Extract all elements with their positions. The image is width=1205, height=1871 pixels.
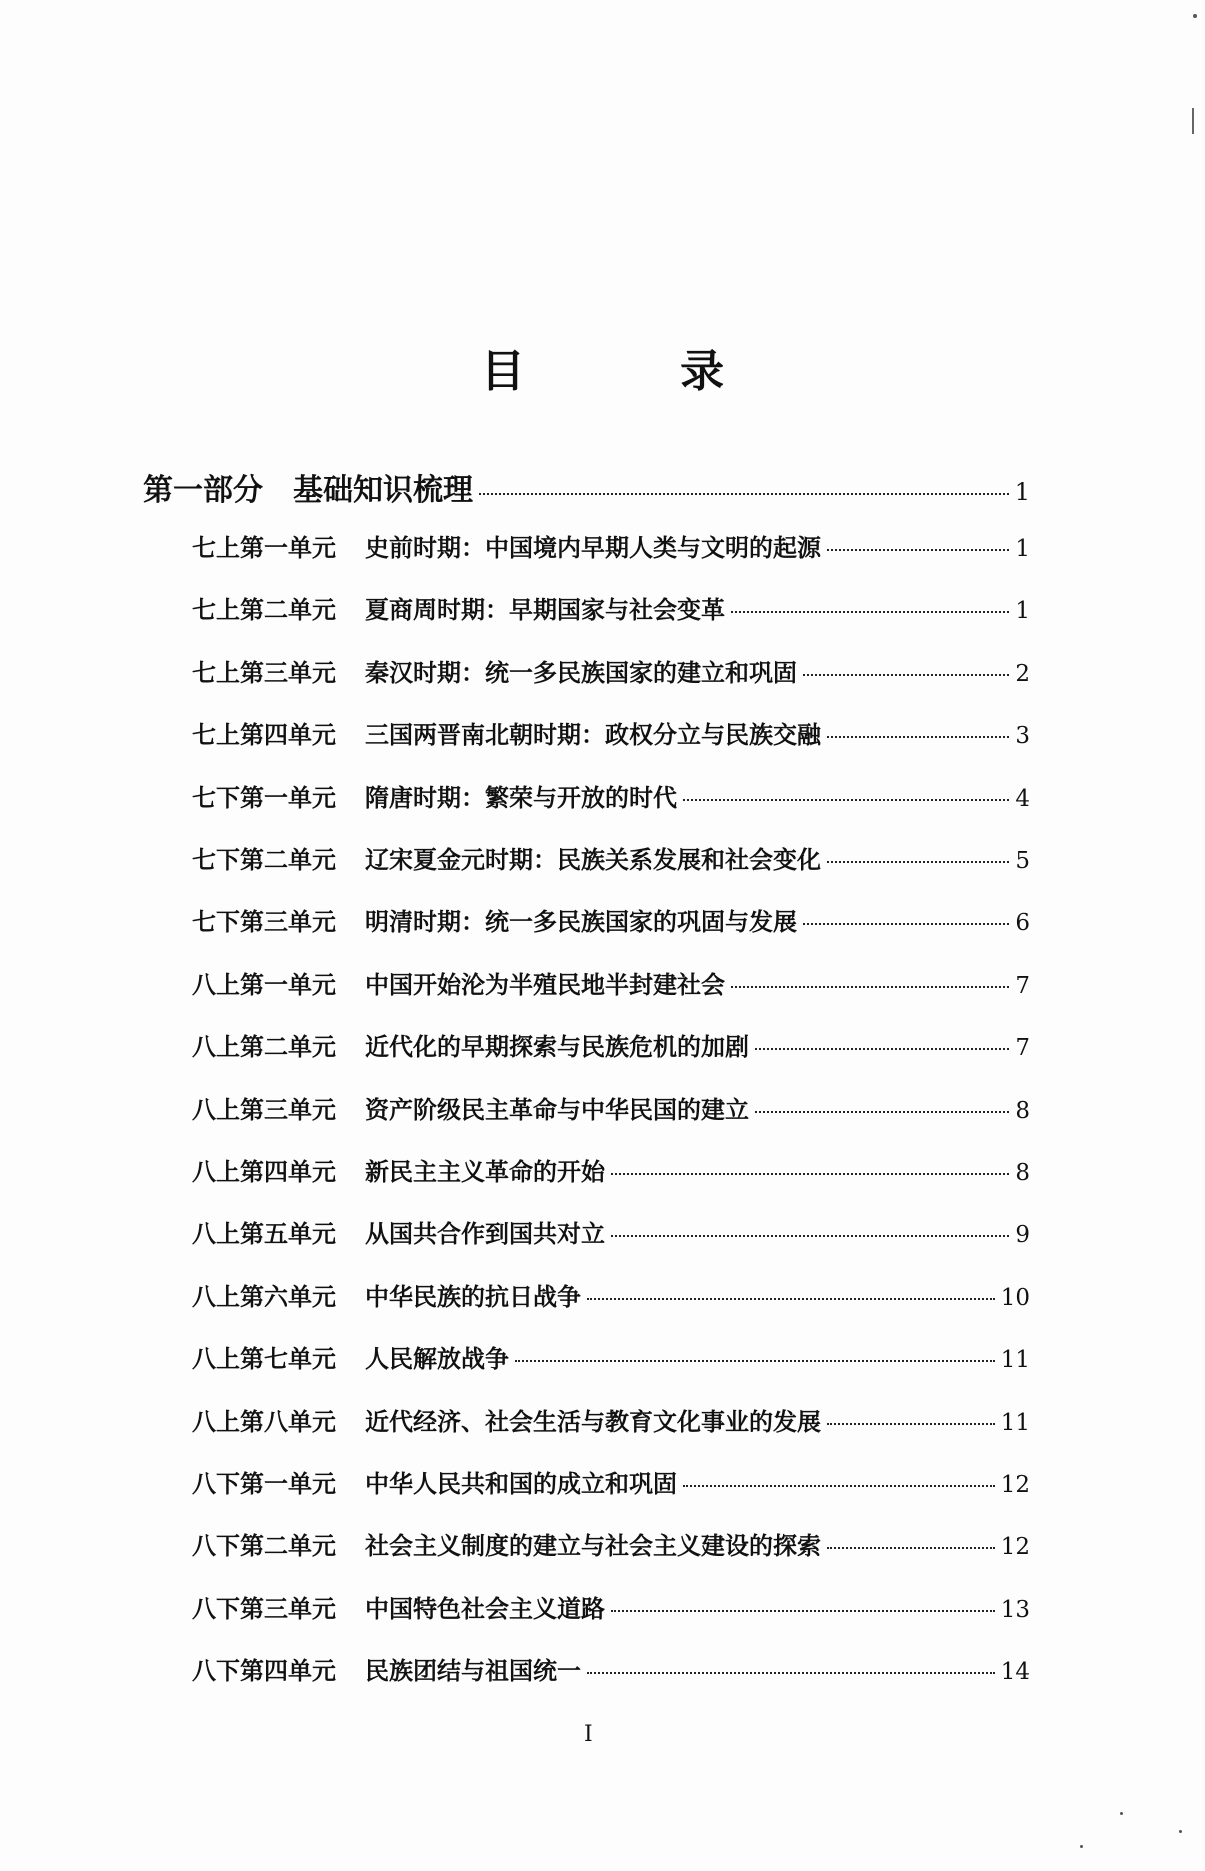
unit-label: 八上第四单元	[192, 1157, 336, 1186]
unit-label: 八上第八单元	[192, 1406, 336, 1436]
toc-entry[interactable]	[192, 590, 1030, 630]
page-number: 1	[1015, 598, 1030, 625]
unit-label: 八下第一单元	[192, 1469, 336, 1498]
scan-edge-mark	[1192, 108, 1194, 134]
page-number: 7	[1015, 972, 1030, 999]
toc-entry[interactable]	[192, 965, 1030, 1005]
dot-leader	[515, 1360, 995, 1362]
page-number: 2	[1015, 660, 1030, 687]
scan-speck	[1080, 1845, 1083, 1848]
entry-title: 新民主主义革命的开始	[365, 1157, 605, 1186]
entry-title: 三国两晋南北朝时期：政权分立与民族交融	[365, 720, 821, 750]
page-folio: I	[584, 1722, 593, 1747]
toc-entry[interactable]	[192, 1152, 1030, 1192]
unit-label: 八上第七单元	[192, 1344, 336, 1374]
page-number: 7	[1015, 1035, 1030, 1062]
dot-leader	[611, 1235, 1009, 1237]
dot-leader	[611, 1610, 995, 1612]
dot-leader	[755, 1111, 1009, 1113]
entry-title: 中国开始沦为半殖民地半封建社会	[365, 969, 725, 999]
unit-label: 七下第三单元	[192, 907, 336, 937]
dot-leader	[683, 1485, 995, 1487]
entry-title: 从国共合作到国共对立	[365, 1219, 605, 1249]
unit-label: 七下第一单元	[192, 782, 336, 812]
toc-part-row[interactable]	[143, 465, 1030, 508]
dot-leader	[803, 923, 1009, 925]
dot-leader	[827, 736, 1009, 738]
toc-entry[interactable]	[192, 778, 1030, 818]
entry-title: 近代化的早期探索与民族危机的加剧	[365, 1032, 749, 1062]
dot-leader	[827, 549, 1009, 551]
entry-title: 辽宋夏金元时期：民族关系发展和社会变化	[365, 845, 821, 874]
toc-entry[interactable]	[192, 1027, 1030, 1067]
unit-label: 七上第四单元	[192, 720, 336, 750]
page-number: 3	[1015, 723, 1030, 750]
unit-label: 八下第四单元	[192, 1656, 336, 1686]
entry-title: 明清时期：统一多民族国家的巩固与发展	[365, 907, 797, 937]
unit-label: 七上第三单元	[192, 657, 336, 687]
scan-speck	[1193, 14, 1197, 18]
page-number: 1	[1015, 536, 1030, 562]
unit-label: 八下第三单元	[192, 1593, 336, 1623]
entry-title: 中华民族的抗日战争	[365, 1281, 581, 1311]
entry-title: 近代经济、社会生活与教育文化事业的发展	[365, 1406, 821, 1436]
entry-title: 秦汉时期：统一多民族国家的建立和巩固	[365, 657, 797, 687]
toc-entry[interactable]	[192, 1402, 1030, 1442]
page-title: 目 录	[480, 346, 795, 397]
dot-leader	[587, 1298, 995, 1300]
page-number: 9	[1015, 1222, 1030, 1249]
toc-entry[interactable]	[192, 653, 1030, 693]
page-number: 13	[1000, 1596, 1030, 1623]
entry-title: 中国特色社会主义道路	[365, 1593, 605, 1623]
unit-label: 七上第二单元	[192, 595, 336, 625]
scan-speck	[1179, 1830, 1182, 1833]
dot-leader	[803, 674, 1009, 676]
entry-title: 资产阶级民主革命与中华民国的建立	[365, 1094, 749, 1124]
part-label: 第一部分	[143, 473, 263, 508]
page-number: 4	[1015, 785, 1030, 812]
entry-title: 史前时期：中国境内早期人类与文明的起源	[365, 533, 821, 562]
unit-label: 八上第五单元	[192, 1219, 336, 1249]
toc-entry[interactable]	[192, 1090, 1030, 1130]
toc-entry[interactable]	[192, 528, 1030, 568]
scan-speck	[1120, 1812, 1123, 1815]
page-number: 11	[1000, 1409, 1030, 1436]
unit-label: 八上第六单元	[192, 1281, 336, 1311]
page-number: 8	[1015, 1097, 1030, 1124]
toc-entry[interactable]	[192, 1526, 1030, 1566]
toc-entry[interactable]	[192, 1214, 1030, 1254]
page-number: 10	[1000, 1284, 1030, 1311]
toc-entry[interactable]	[192, 715, 1030, 755]
dot-leader	[827, 861, 1009, 863]
dot-leader	[479, 493, 1009, 495]
toc-entry[interactable]	[192, 1339, 1030, 1379]
dot-leader	[683, 799, 1009, 801]
toc-entry[interactable]	[192, 902, 1030, 942]
toc-entry[interactable]	[192, 1651, 1030, 1691]
entry-title: 人民解放战争	[365, 1344, 509, 1374]
toc-entry[interactable]	[192, 1277, 1030, 1317]
page-number: 1	[1014, 478, 1030, 506]
dot-leader	[731, 986, 1009, 988]
entry-title: 隋唐时期：繁荣与开放的时代	[365, 782, 677, 812]
dot-leader	[827, 1547, 995, 1549]
dot-leader	[587, 1672, 995, 1674]
unit-label: 八上第二单元	[192, 1032, 336, 1062]
unit-label: 八上第三单元	[192, 1094, 336, 1124]
page-number: 12	[1000, 1534, 1030, 1561]
page-number: 11	[1000, 1347, 1030, 1374]
dot-leader	[827, 1423, 995, 1425]
page-number: 5	[1015, 848, 1030, 874]
entry-title: 夏商周时期：早期国家与社会变革	[365, 595, 725, 625]
unit-label: 八下第二单元	[192, 1531, 336, 1561]
page-number: 8	[1015, 1160, 1030, 1186]
entry-title: 社会主义制度的建立与社会主义建设的探索	[365, 1531, 821, 1561]
unit-label: 八上第一单元	[192, 969, 336, 999]
toc-entry[interactable]	[192, 1589, 1030, 1629]
page-number: 14	[1000, 1659, 1030, 1686]
entry-title: 民族团结与祖国统一	[365, 1656, 581, 1686]
toc-entry[interactable]	[192, 1464, 1030, 1504]
entry-title: 中华人民共和国的成立和巩固	[365, 1469, 677, 1498]
dot-leader	[755, 1048, 1009, 1050]
part-title: 基础知识梳理	[293, 473, 473, 508]
page-number: 6	[1015, 910, 1030, 937]
unit-label: 七下第二单元	[192, 845, 336, 874]
dot-leader	[731, 611, 1009, 613]
unit-label: 七上第一单元	[192, 533, 336, 562]
dot-leader	[611, 1173, 1009, 1175]
toc-entry[interactable]	[192, 840, 1030, 880]
page-number: 12	[1000, 1472, 1030, 1498]
